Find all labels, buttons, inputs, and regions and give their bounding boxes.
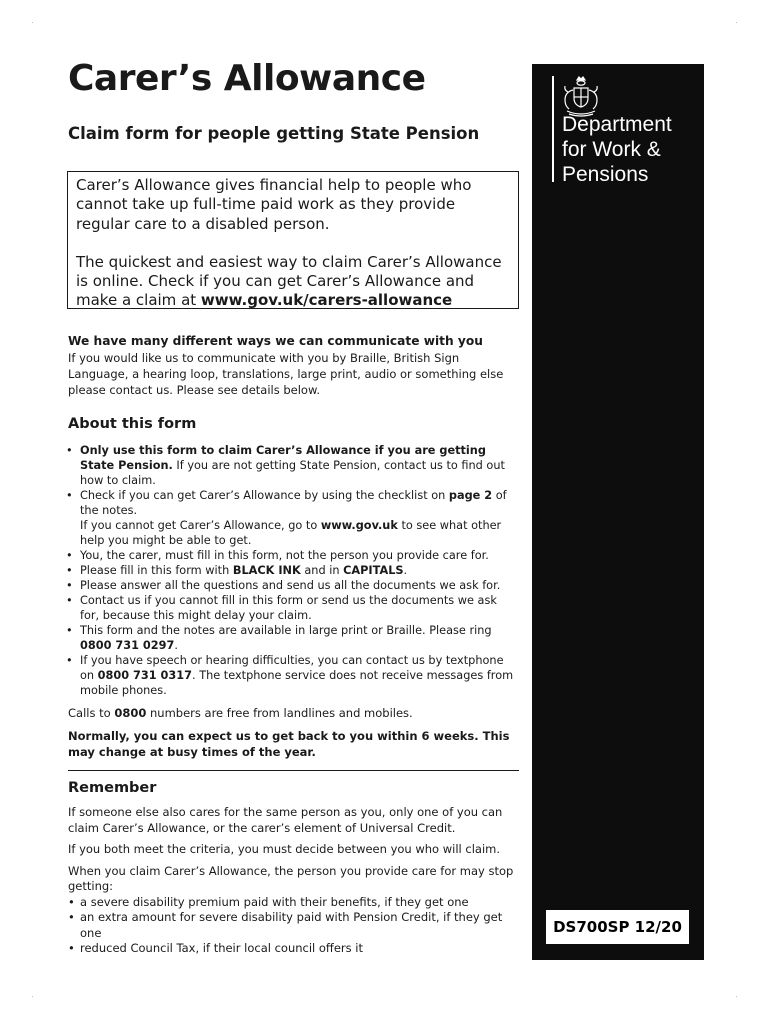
calls-bold-text: 0800 bbox=[114, 706, 147, 720]
form-code-badge: DS700SP 12/20 bbox=[546, 910, 689, 944]
calls-text: numbers are free from landlines and mobiles. bbox=[146, 706, 413, 720]
bullet-text: of the notes. bbox=[80, 489, 507, 517]
list-item: • a severe disability premium paid with their benefits, if they get one bbox=[68, 895, 518, 911]
about-list bbox=[66, 443, 518, 698]
page-subtitle: Claim form for people getting State Pension bbox=[68, 124, 480, 143]
response-time-note: Normally, you can expect us to get back to you within 6 weeks. This may change at busy times of the year. bbox=[68, 729, 510, 759]
remember-heading: Remember bbox=[68, 780, 157, 796]
list-item bbox=[66, 653, 518, 698]
bullet-text: If you have speech or hearing difficulties, you can contact us by textphone on bbox=[80, 654, 504, 682]
about-heading: About this form bbox=[68, 416, 197, 432]
remember-section bbox=[68, 805, 518, 957]
list-item bbox=[66, 578, 518, 593]
intro-paragraph-2 bbox=[76, 253, 510, 311]
bullet-text: . bbox=[403, 564, 408, 577]
gov-uk-link[interactable]: www.gov.uk bbox=[320, 519, 398, 532]
bullet-bold-text: CAPITALS bbox=[343, 564, 404, 577]
corner-mark bbox=[32, 22, 33, 23]
bullet-text: to see what other help you might be able to get. bbox=[80, 519, 502, 547]
logo-divider bbox=[552, 76, 554, 182]
calls-text: Calls to bbox=[68, 706, 115, 720]
bullet-text: . The textphone service does not receive messages from mobile phones. bbox=[80, 669, 514, 697]
bullet-bold-text: page 2 bbox=[448, 489, 493, 502]
intro-online-text: The quickest and easiest way to claim Carer’s Allowance is online. Check if you can get Carer’s Allowance and make a claim at bbox=[76, 252, 502, 310]
bullet-text: . bbox=[174, 639, 178, 652]
intro-paragraph-1: Carer’s Allowance gives financial help to people who cannot take up full-time paid work as they provide regular care to a disabled person. bbox=[76, 176, 472, 233]
remember-paragraph-1: If someone else also cares for the same person as you, only one of you can claim Carer’s Allowance, or the carer’s element of Universal Credit. bbox=[68, 805, 503, 835]
communicate-section bbox=[68, 333, 518, 398]
list-item bbox=[66, 548, 518, 563]
bullet-text: Please answer all the questions and send us all the documents we ask for. bbox=[80, 579, 501, 592]
dwp-sidebar bbox=[532, 64, 704, 960]
bullet-subtext bbox=[80, 518, 518, 548]
department-line-3: Pensions bbox=[562, 163, 649, 186]
corner-mark bbox=[32, 996, 33, 997]
page-title: Carer’s Allowance bbox=[68, 58, 426, 99]
bullet-text: You, the carer, must fill in this form, not the person you provide care for. bbox=[80, 549, 489, 562]
bullet-text: If you cannot get Carer’s Allowance, go to bbox=[80, 519, 321, 532]
department-line-1: Department bbox=[562, 113, 672, 136]
calls-note bbox=[68, 706, 413, 720]
list-item bbox=[66, 623, 518, 653]
bullet-text: Check if you can get Carer’s Allowance by using the checklist on bbox=[80, 489, 449, 502]
phone-number: 0800 731 0297 bbox=[80, 639, 175, 652]
bullet-text: If you are not getting State Pension, contact us to find out how to claim. bbox=[80, 459, 505, 487]
department-line-2: for Work & bbox=[562, 138, 661, 161]
list-item: • reduced Council Tax, if their local council offers it bbox=[68, 941, 518, 957]
corner-mark bbox=[736, 996, 737, 997]
list-item bbox=[66, 443, 518, 488]
department-name bbox=[562, 112, 672, 187]
list-item bbox=[66, 488, 518, 548]
list-item: • an extra amount for severe disability paid with Pension Credit, if they get one bbox=[68, 910, 518, 941]
section-divider bbox=[68, 770, 519, 771]
bullet-text: This form and the notes are available in large print or Braille. Please ring bbox=[80, 624, 492, 637]
communicate-body: If you would like us to communicate with you by Braille, British Sign Language, a hearing loop, translations, large print, audio or something else please contact us. Please see details below. bbox=[68, 351, 504, 397]
bullet-text: Contact us if you cannot fill in this form or send us the documents we ask for, because this might delay your claim. bbox=[80, 594, 497, 622]
bullet-bold-text: BLACK INK bbox=[232, 564, 301, 577]
communicate-heading: We have many different ways we can communicate with you bbox=[68, 334, 483, 348]
textphone-number: 0800 731 0317 bbox=[97, 669, 193, 682]
bullet-bold-text: Only use this form to claim Carer’s Allowance if you are getting State Pension. bbox=[80, 444, 486, 472]
remember-paragraph-2: If you both meet the criteria, you must decide between you who will claim. bbox=[68, 842, 501, 856]
bullet-text: Please fill in this form with bbox=[80, 564, 233, 577]
intro-box bbox=[67, 171, 519, 309]
remember-paragraph-3: When you claim Carer’s Allowance, the person you provide care for may stop getting: bbox=[68, 863, 514, 893]
remember-list bbox=[68, 895, 518, 957]
bullet-text: and in bbox=[300, 564, 344, 577]
list-item bbox=[66, 593, 518, 623]
carers-allowance-link[interactable]: www.gov.uk/carers-allowance bbox=[200, 291, 453, 310]
list-item bbox=[66, 563, 518, 578]
corner-mark bbox=[736, 22, 737, 23]
